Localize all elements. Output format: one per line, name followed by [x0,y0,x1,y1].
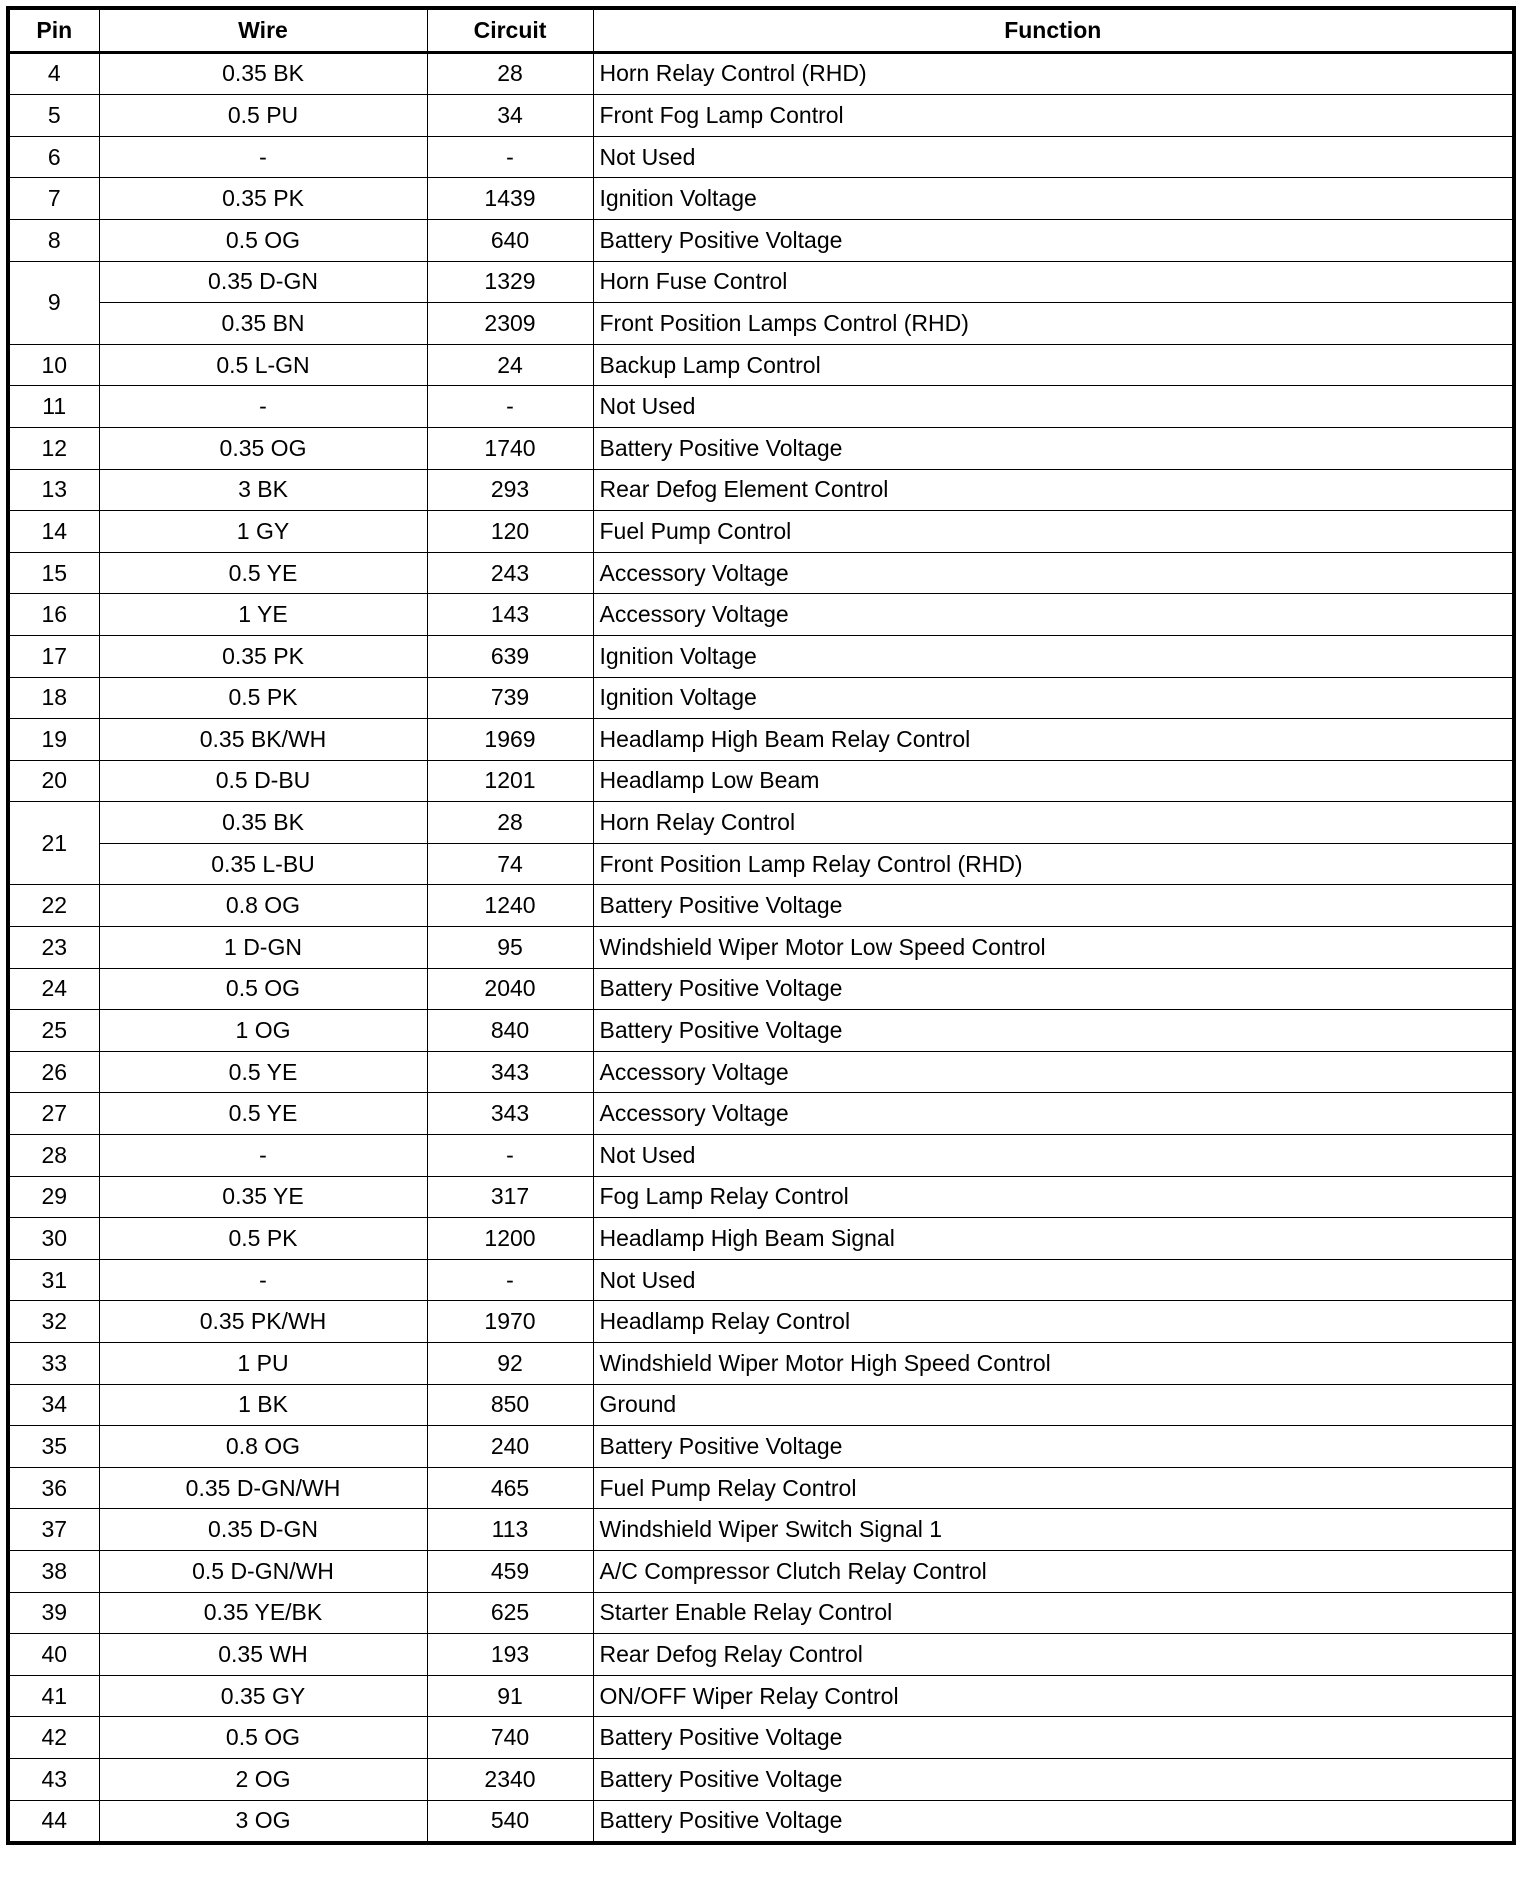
circuit-cell: 92 [427,1343,593,1385]
function-cell: Headlamp High Beam Relay Control [593,719,1514,761]
wire-cell: 1 D-GN [99,927,427,969]
function-cell: Battery Positive Voltage [593,1758,1514,1800]
table-row [8,1550,1514,1592]
pin-cell: 39 [8,1592,99,1634]
table-row [8,427,1514,469]
pin-cell: 25 [8,1010,99,1052]
pin-cell: 15 [8,552,99,594]
table-row [8,1135,1514,1177]
table-row [8,927,1514,969]
function-cell: Front Position Lamps Control (RHD) [593,303,1514,345]
pinout-rows [8,52,1514,1843]
table-row [8,511,1514,553]
wire-cell: 0.8 OG [99,1426,427,1468]
wire-cell: - [99,1135,427,1177]
wire-cell: 0.5 D-BU [99,760,427,802]
circuit-cell: 317 [427,1176,593,1218]
pin-cell: 14 [8,511,99,553]
wire-cell: 0.35 BN [99,303,427,345]
table-row [8,1051,1514,1093]
connector-pinout-sheet [6,6,1516,1845]
table-row [8,1384,1514,1426]
table-row [8,552,1514,594]
function-cell: Battery Positive Voltage [593,968,1514,1010]
wire-cell: 0.35 GY [99,1675,427,1717]
table-row [8,344,1514,386]
pin-cell: 35 [8,1426,99,1468]
table-row [8,1800,1514,1843]
pin-cell: 12 [8,427,99,469]
pin-cell: 43 [8,1758,99,1800]
pin-cell: 32 [8,1301,99,1343]
table-row [8,968,1514,1010]
table-row [8,1634,1514,1676]
circuit-cell: 540 [427,1800,593,1843]
function-cell: A/C Compressor Clutch Relay Control [593,1550,1514,1592]
circuit-cell: - [427,1135,593,1177]
wire-cell: 0.35 BK [99,52,427,95]
wire-cell: 2 OG [99,1758,427,1800]
wire-cell: 1 OG [99,1010,427,1052]
circuit-cell: 1969 [427,719,593,761]
pin-cell: 27 [8,1093,99,1135]
wire-cell: 0.35 YE [99,1176,427,1218]
function-cell: Horn Relay Control (RHD) [593,52,1514,95]
wire-cell: 0.5 D-GN/WH [99,1550,427,1592]
circuit-cell: 2040 [427,968,593,1010]
function-cell: ON/OFF Wiper Relay Control [593,1675,1514,1717]
circuit-cell: 739 [427,677,593,719]
function-cell: Not Used [593,136,1514,178]
circuit-cell: 2340 [427,1758,593,1800]
function-cell: Windshield Wiper Motor High Speed Control [593,1343,1514,1385]
circuit-cell: 1329 [427,261,593,303]
wire-cell: 1 PU [99,1343,427,1385]
circuit-cell: 1740 [427,427,593,469]
wire-cell: 0.35 BK [99,802,427,844]
circuit-cell: 1240 [427,885,593,927]
wire-cell: 0.5 YE [99,1051,427,1093]
table-row [8,1010,1514,1052]
table-row [8,261,1514,303]
wire-cell: 0.5 OG [99,968,427,1010]
table-row [8,52,1514,95]
wire-cell: 0.5 YE [99,552,427,594]
function-cell: Windshield Wiper Switch Signal 1 [593,1509,1514,1551]
pin-cell: 40 [8,1634,99,1676]
pin-cell: 7 [8,178,99,220]
function-cell: Rear Defog Element Control [593,469,1514,511]
function-cell: Starter Enable Relay Control [593,1592,1514,1634]
function-cell: Headlamp High Beam Signal [593,1218,1514,1260]
circuit-cell: 28 [427,802,593,844]
table-row [8,719,1514,761]
pin-cell: 11 [8,386,99,428]
circuit-cell: 459 [427,1550,593,1592]
wire-cell: 0.35 D-GN [99,261,427,303]
circuit-cell: 740 [427,1717,593,1759]
table-row [8,136,1514,178]
function-cell: Accessory Voltage [593,1051,1514,1093]
table-row [8,1675,1514,1717]
table-row [8,219,1514,261]
function-cell: Battery Positive Voltage [593,219,1514,261]
function-cell: Accessory Voltage [593,594,1514,636]
header-wire: Wire [99,8,427,52]
wire-cell: 0.5 OG [99,1717,427,1759]
header-pin: Pin [8,8,99,52]
circuit-cell: - [427,136,593,178]
circuit-cell: 640 [427,219,593,261]
pin-cell: 9 [8,261,99,344]
circuit-cell: 240 [427,1426,593,1468]
wire-cell: 3 OG [99,1800,427,1843]
table-row [8,1218,1514,1260]
wire-cell: 0.35 PK [99,635,427,677]
wire-cell: - [99,136,427,178]
circuit-cell: 91 [427,1675,593,1717]
header-function: Function [593,8,1514,52]
pin-cell: 37 [8,1509,99,1551]
function-cell: Horn Fuse Control [593,261,1514,303]
wire-cell: 0.35 WH [99,1634,427,1676]
table-row [8,95,1514,137]
wire-cell: 0.35 L-BU [99,843,427,885]
pin-cell: 5 [8,95,99,137]
wire-cell: 0.35 BK/WH [99,719,427,761]
pin-cell: 29 [8,1176,99,1218]
circuit-cell: - [427,386,593,428]
circuit-cell: 2309 [427,303,593,345]
wire-cell: 1 YE [99,594,427,636]
function-cell: Battery Positive Voltage [593,885,1514,927]
table-row [8,1758,1514,1800]
pin-cell: 34 [8,1384,99,1426]
function-cell: Fuel Pump Control [593,511,1514,553]
circuit-cell: 625 [427,1592,593,1634]
table-row [8,1426,1514,1468]
circuit-cell: 1439 [427,178,593,220]
circuit-cell: 343 [427,1051,593,1093]
pin-cell: 26 [8,1051,99,1093]
function-cell: Accessory Voltage [593,1093,1514,1135]
wire-cell: 0.5 OG [99,219,427,261]
pin-cell: 44 [8,1800,99,1843]
circuit-cell: 24 [427,344,593,386]
wire-cell: 0.5 L-GN [99,344,427,386]
circuit-cell: 840 [427,1010,593,1052]
circuit-cell: 293 [427,469,593,511]
table-row [8,594,1514,636]
function-cell: Front Fog Lamp Control [593,95,1514,137]
function-cell: Backup Lamp Control [593,344,1514,386]
circuit-cell: - [427,1259,593,1301]
pin-cell: 4 [8,52,99,95]
wire-cell: 0.35 YE/BK [99,1592,427,1634]
wire-cell: 0.35 OG [99,427,427,469]
circuit-cell: 74 [427,843,593,885]
function-cell: Ignition Voltage [593,677,1514,719]
wire-cell: 1 BK [99,1384,427,1426]
wire-cell: 0.35 D-GN/WH [99,1467,427,1509]
circuit-cell: 465 [427,1467,593,1509]
wire-cell: 0.5 PU [99,95,427,137]
circuit-cell: 95 [427,927,593,969]
pin-cell: 30 [8,1218,99,1260]
pin-cell: 17 [8,635,99,677]
wire-cell: 0.8 OG [99,885,427,927]
pin-cell: 8 [8,219,99,261]
circuit-cell: 243 [427,552,593,594]
function-cell: Accessory Voltage [593,552,1514,594]
table-row [8,677,1514,719]
circuit-cell: 1970 [427,1301,593,1343]
circuit-cell: 34 [427,95,593,137]
pin-cell: 36 [8,1467,99,1509]
function-cell: Battery Positive Voltage [593,1010,1514,1052]
wire-cell: 1 GY [99,511,427,553]
table-row [8,1509,1514,1551]
pinout-table [6,6,1516,1845]
wire-cell: - [99,386,427,428]
function-cell: Horn Relay Control [593,802,1514,844]
table-row [8,1467,1514,1509]
function-cell: Battery Positive Voltage [593,1717,1514,1759]
pin-cell: 6 [8,136,99,178]
pin-cell: 28 [8,1135,99,1177]
table-row [8,885,1514,927]
table-row [8,1301,1514,1343]
wire-cell: 0.35 PK/WH [99,1301,427,1343]
header-circuit: Circuit [427,8,593,52]
circuit-cell: 1201 [427,760,593,802]
table-row [8,1093,1514,1135]
circuit-cell: 143 [427,594,593,636]
function-cell: Ignition Voltage [593,178,1514,220]
pin-cell: 13 [8,469,99,511]
pin-cell: 19 [8,719,99,761]
function-cell: Headlamp Low Beam [593,760,1514,802]
wire-cell: 0.5 PK [99,677,427,719]
circuit-cell: 113 [427,1509,593,1551]
table-row [8,843,1514,885]
pin-cell: 42 [8,1717,99,1759]
table-row [8,1592,1514,1634]
pin-cell: 21 [8,802,99,885]
pin-cell: 24 [8,968,99,1010]
table-row [8,1176,1514,1218]
circuit-cell: 120 [427,511,593,553]
table-row [8,386,1514,428]
circuit-cell: 28 [427,52,593,95]
pin-cell: 18 [8,677,99,719]
table-row [8,469,1514,511]
function-cell: Fog Lamp Relay Control [593,1176,1514,1218]
wire-cell: 0.5 YE [99,1093,427,1135]
wire-cell: 0.5 PK [99,1218,427,1260]
pin-cell: 10 [8,344,99,386]
table-row [8,178,1514,220]
function-cell: Battery Positive Voltage [593,1800,1514,1843]
table-row [8,635,1514,677]
header-row [8,8,1514,52]
pin-cell: 16 [8,594,99,636]
function-cell: Not Used [593,1259,1514,1301]
pin-cell: 22 [8,885,99,927]
wire-cell: - [99,1259,427,1301]
function-cell: Windshield Wiper Motor Low Speed Control [593,927,1514,969]
wire-cell: 0.35 PK [99,178,427,220]
pin-cell: 38 [8,1550,99,1592]
circuit-cell: 193 [427,1634,593,1676]
pin-cell: 33 [8,1343,99,1385]
pin-cell: 31 [8,1259,99,1301]
circuit-cell: 850 [427,1384,593,1426]
function-cell: Battery Positive Voltage [593,427,1514,469]
circuit-cell: 1200 [427,1218,593,1260]
wire-cell: 0.35 D-GN [99,1509,427,1551]
function-cell: Not Used [593,386,1514,428]
table-row [8,1259,1514,1301]
pin-cell: 20 [8,760,99,802]
function-cell: Ground [593,1384,1514,1426]
pin-cell: 23 [8,927,99,969]
table-row [8,760,1514,802]
table-row [8,1717,1514,1759]
wire-cell: 3 BK [99,469,427,511]
table-row [8,303,1514,345]
table-row [8,802,1514,844]
circuit-cell: 639 [427,635,593,677]
table-row [8,1343,1514,1385]
function-cell: Rear Defog Relay Control [593,1634,1514,1676]
function-cell: Ignition Voltage [593,635,1514,677]
circuit-cell: 343 [427,1093,593,1135]
pin-cell: 41 [8,1675,99,1717]
function-cell: Not Used [593,1135,1514,1177]
function-cell: Front Position Lamp Relay Control (RHD) [593,843,1514,885]
function-cell: Battery Positive Voltage [593,1426,1514,1468]
function-cell: Headlamp Relay Control [593,1301,1514,1343]
function-cell: Fuel Pump Relay Control [593,1467,1514,1509]
